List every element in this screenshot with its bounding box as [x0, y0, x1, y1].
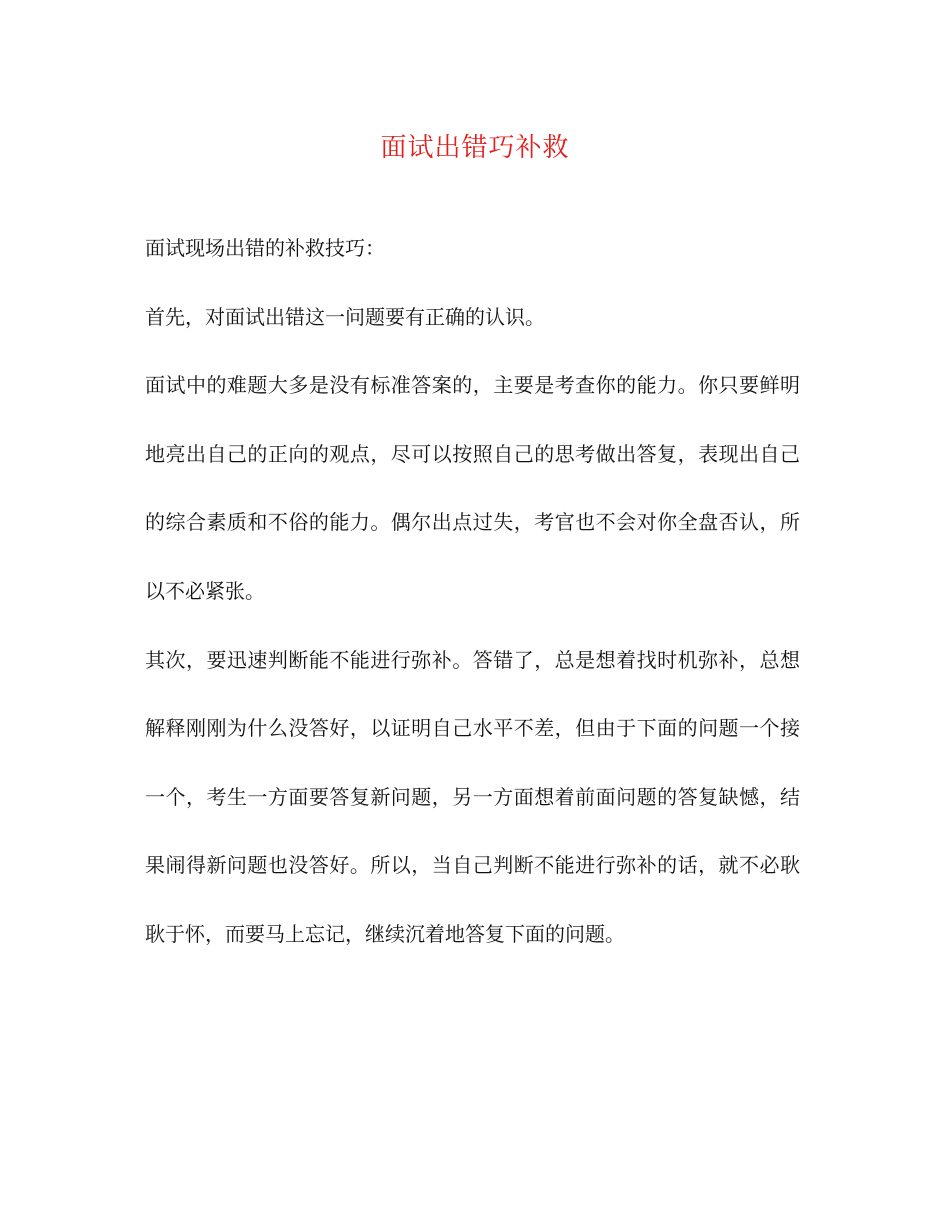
- paragraph-first-point: 首先，对面试出错这一问题要有正确的认识。: [145, 304, 545, 329]
- paragraph-first-explanation: 面试中的难题大多是没有标准答案的，主要是考查你的能力。你只要鲜明地亮出自己的正向的观点，尽可以按照自己的思考做出答复，表现出自己的综合素质和不俗的能力。偶尔出点过失，考官也不会对你全盘否认，所以不必紧张。: [145, 373, 800, 603]
- paragraph-intro: 面试现场出错的补救技巧：: [145, 236, 385, 260]
- document-title: 面试出错巧补救: [380, 133, 570, 163]
- paragraph-second-point: 其次，要迅速判断能不能进行弥补。答错了，总是想着找时机弥补，总想解释刚刚为什么没答好，以证明自己水平不差，但由于下面的问题一个接一个，考生一方面要答复新问题，另一方面想着前面问题的答复缺憾，结果闹得新问题也没答好。所以，当自己判断不能进行弥补的话，就不必耿耿于怀，而要马上忘记，继续沉着地答复下面的问题。: [145, 647, 800, 946]
- document-body: [145, 214, 800, 969]
